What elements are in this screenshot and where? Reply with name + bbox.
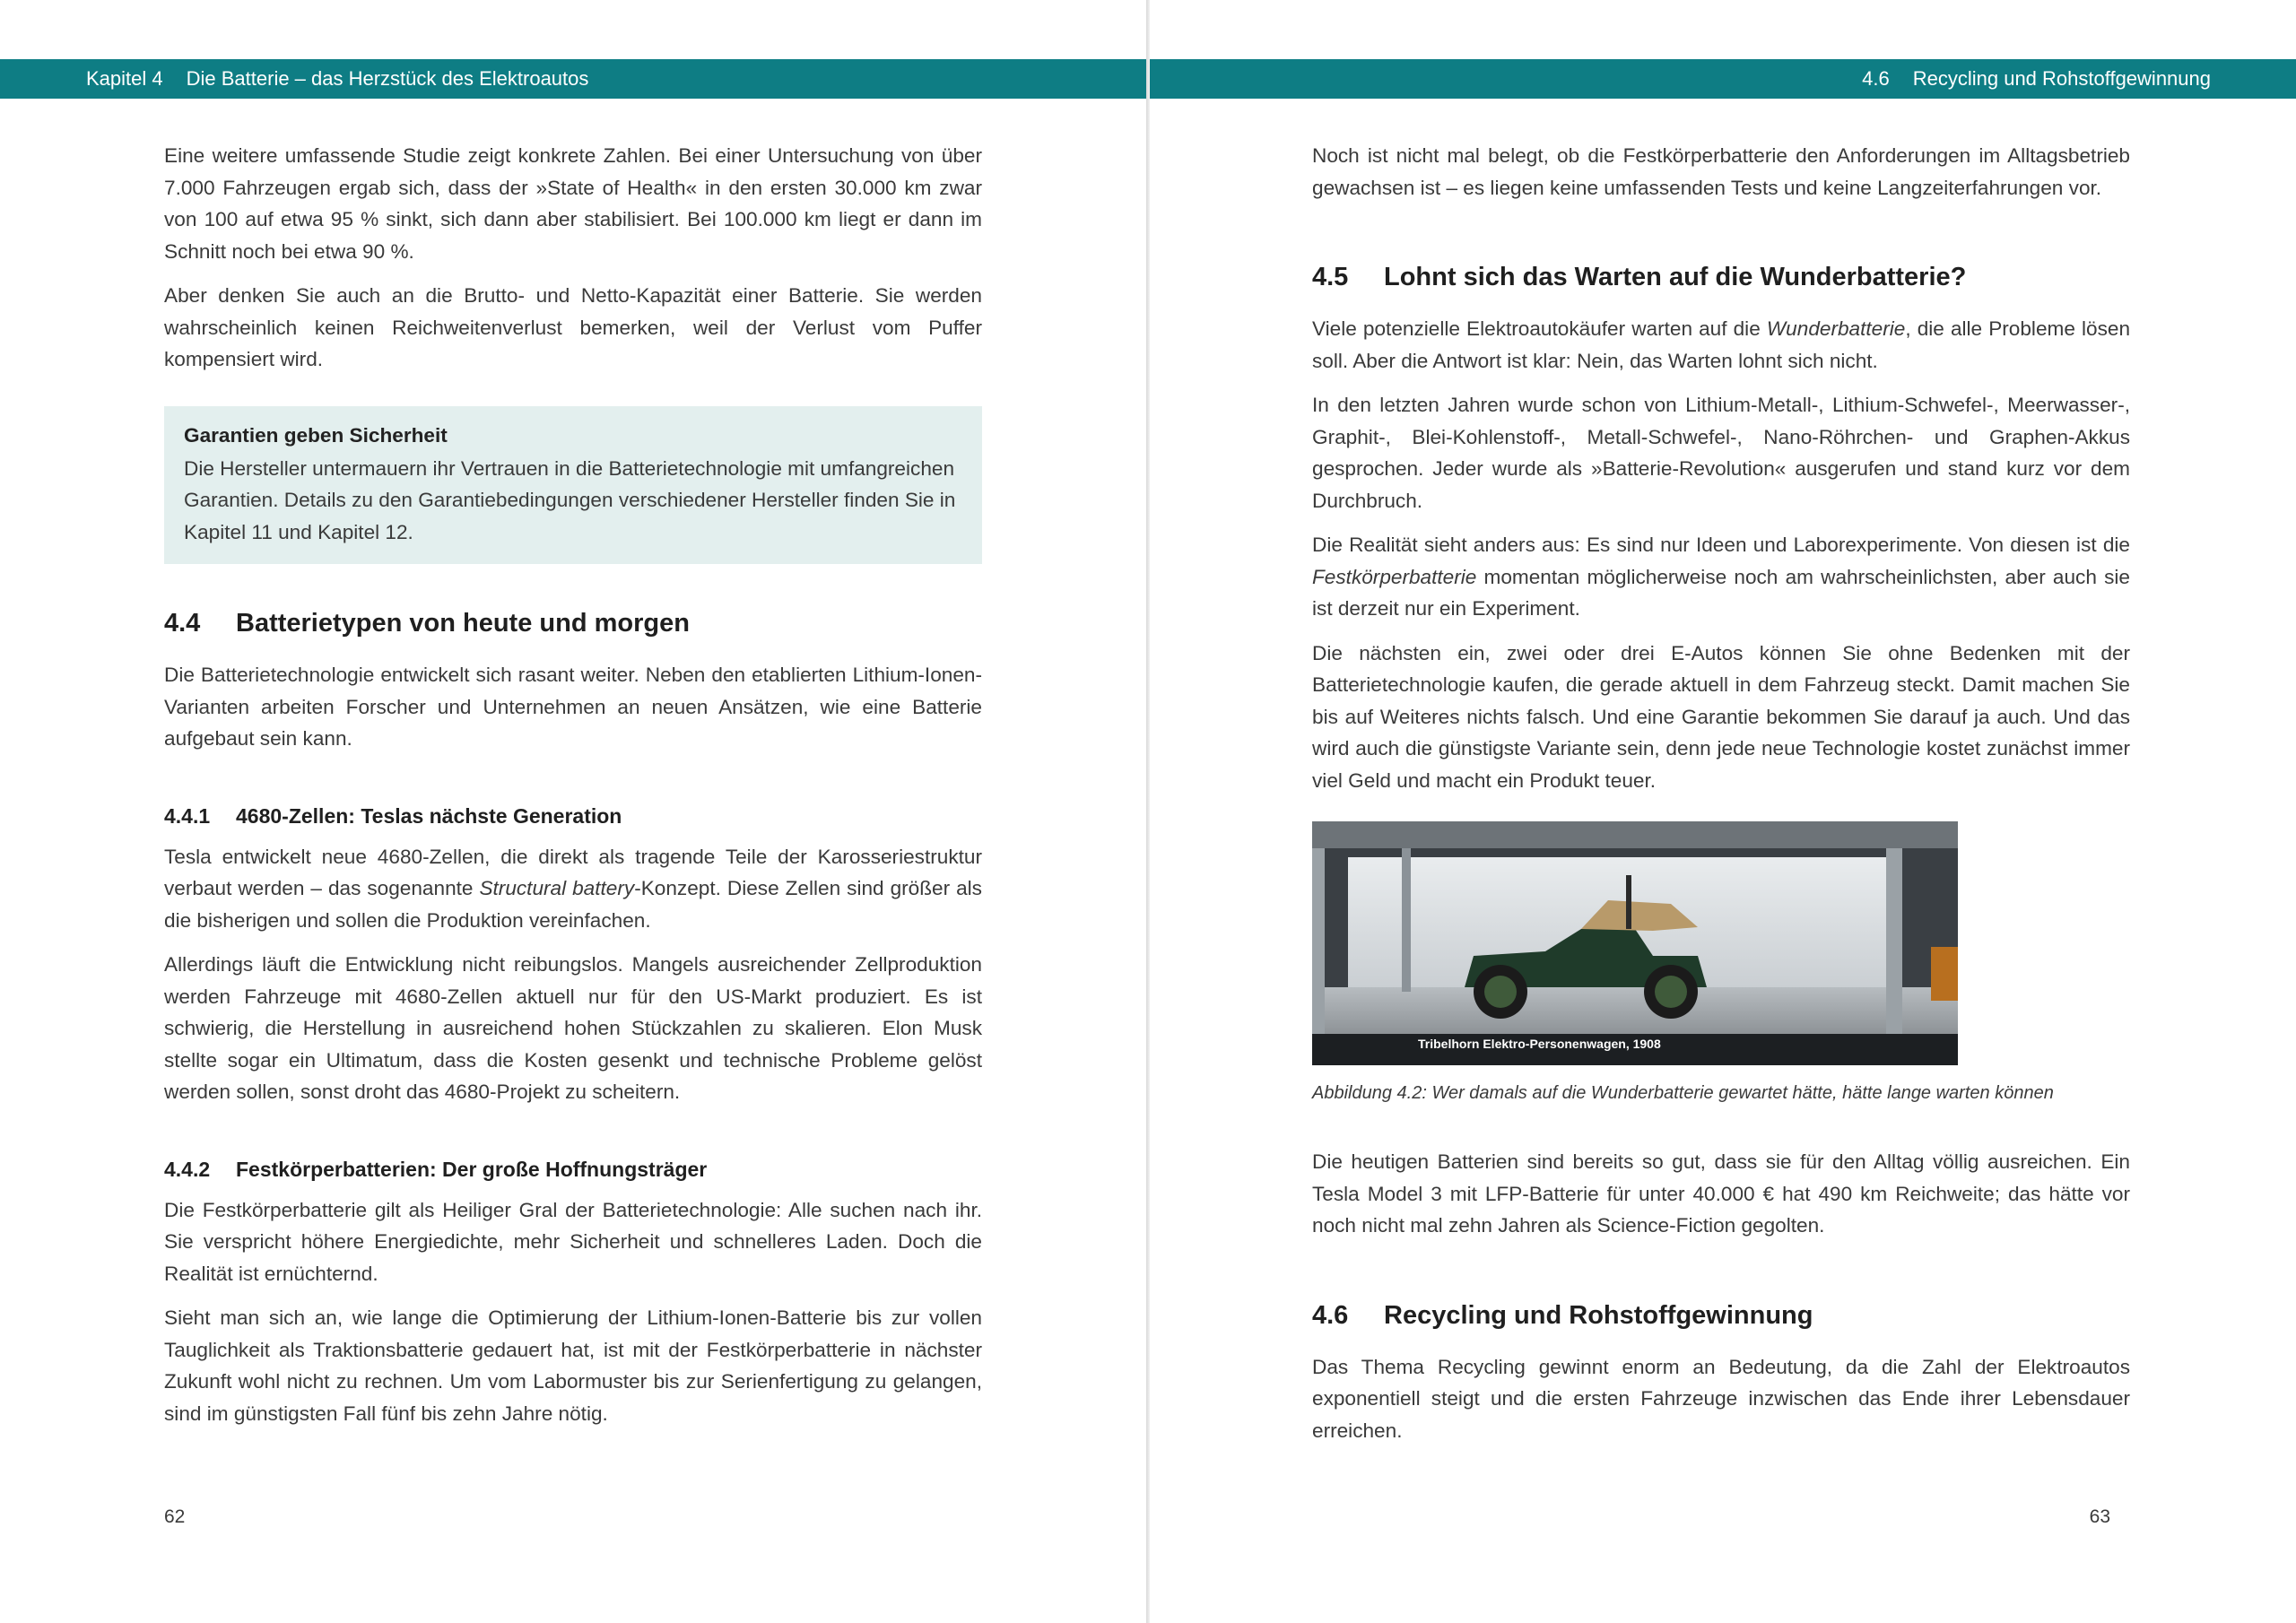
section-heading-4-5 <box>1312 259 2130 295</box>
left-text-column <box>164 140 982 1442</box>
section-title: Lohnt sich das Warten auf die Wunderbatterie? <box>1384 263 1967 291</box>
car-photo-illustration <box>1312 821 1958 1065</box>
paragraph: Die heutigen Batterien sind bereits so gut, dass sie für den Alltag völlig ausreichen. Ein Tesla Model 3 mit LFP-Batterie für unter 40.000 € hat 490 km Reichweite; das hätte vor noch nicht mal zehn Jahren als Science-Fiction gegolten. <box>1312 1150 2130 1237</box>
running-header-right <box>1150 59 2296 99</box>
running-header-left <box>0 59 1146 99</box>
page-number: 63 <box>2089 1506 2110 1527</box>
paragraph: Sieht man sich an, wie lange die Optimierung der Lithium-Ionen-Batterie bis zur vollen Tauglichkeit als Traktionsbatterie gedauert hat, ist mit der Festkörperbatterie in nächster Zukunft wohl nicht zu rechnen. Um vom Labormuster bis zur Serienfertigung zu gelangen, sind im günstigsten Fall fünf bis zehn Jahre nötig. <box>164 1306 982 1425</box>
subsection-number: 4.4.2 <box>164 1157 211 1181</box>
paragraph: Die Festkörperbatterie gilt als Heiliger Gral der Batterietechnologie: Alle suchen nach ihr. Sie verspricht höhere Energiedichte, mehr Sicherheit und schnelleres Laden. Doch die Realität ist ernüchternd. <box>164 1198 982 1285</box>
right-page <box>1150 0 2296 1623</box>
paragraph: Eine weitere umfassende Studie zeigt konkrete Zahlen. Bei einer Untersuchung von über 7.000 Fahrzeugen ergab sich, dass der »State of Health« in den ersten 30.000 km zwar von 100 auf etwa 95 % sinkt, sich dann aber stabilisiert. Bei 100.000 km liegt er dann im Schnitt noch bei etwa 90 %. <box>164 144 982 263</box>
section-heading-4-6 <box>1312 1298 2130 1333</box>
info-box-title: Garantien geben Sicherheit <box>184 423 448 447</box>
section-number: 4.6 <box>1312 1300 1349 1330</box>
paragraph: Die Batterietechnologie entwickelt sich rasant weiter. Neben den etablierten Lithium-Ionen-Varianten arbeiten Forscher und Unternehmen an neuen Ansätzen, wie eine Batterie aufgebaut sein kann. <box>164 664 982 750</box>
info-box-text: Die Hersteller untermauern ihr Vertrauen in die Batterietechnologie mit umfangreichen Garantien. Details zu den Garantiebedingungen verschiedener Hersteller finden Sie in Kapitel 11 und Kapitel 12. <box>184 456 956 543</box>
paragraph: In den letzten Jahren wurde schon von Lithium-Metall-, Lithium-Schwefel-, Meerwasser-, Graphit-, Blei-Kohlenstoff-, Metall-Schwefel-, Nano-Röhrchen- und Graphen-Akkus gesprochen. Jeder wurde als »Batterie-Revolution« ausgerufen und stand kurz vor dem Durchbruch. <box>1312 394 2130 512</box>
figure-photo-old-electric-car <box>1312 821 1958 1065</box>
page-number: 62 <box>164 1506 186 1527</box>
paragraph: Aber denken Sie auch an die Brutto- und Netto-Kapazität einer Batterie. Sie werden wahrscheinlich keinen Reichweitenverlust bemerken, weil der Verlust vom Puffer kompensiert wird. <box>164 284 982 370</box>
figure-caption: Abbildung 4.2: Wer damals auf die Wunderbatterie gewartet hätte, hätte lange warten können <box>1312 1083 2054 1103</box>
paragraph: Allerdings läuft die Entwicklung nicht reibungslos. Mangels ausreichender Zellproduktion werden Fahrzeuge mit 4680-Zellen aktuell nur für den US-Markt produziert. Es ist schwierig, die Herstellung in ausreichend hohen Stückzahlen zu skalieren. Elon Musk stellte sogar ein Ultimatum, dass die Kosten gesenkt und technische Probleme gelöst werden sollen, sonst droht das 4680-Projekt zu scheitern. <box>164 953 982 1103</box>
subsection-heading-4-4-1 <box>164 800 982 832</box>
paragraph: Tesla entwickelt neue 4680-Zellen, die direkt als tragende Teile der Karosseriestruktur verbaut werden – das sogenannte Structural battery-Konzept. Diese Zellen sind größer als die bisherigen und sollen die Produktion vereinfachen. <box>164 845 982 932</box>
paragraph: Viele potenzielle Elektroautokäufer warten auf die Wunderbatterie, die alle Probleme lösen soll. Aber die Antwort ist klar: Nein, das Warten lohnt sich nicht. <box>1312 317 2131 372</box>
section-title: Recycling und Rohstoffgewinnung <box>1384 1300 1813 1330</box>
paragraph: Das Thema Recycling gewinnt enorm an Bedeutung, da die Zahl der Elektroautos exponentiell steigt und die ersten Fahrzeuge inzwischen das Ende ihrer Lebensdauer erreichen. <box>1312 1355 2130 1442</box>
paragraph: Die Realität sieht anders aus: Es sind nur Ideen und Laborexperimente. Von diesen ist die Festkörperbatterie momentan möglicherweise noch am wahrscheinlichsten, aber auch sie ist derzeit nur ein Experiment. <box>1312 534 2130 620</box>
right-text-column <box>1312 140 2130 1459</box>
header-section-title: Recycling und Rohstoffgewinnung <box>1912 67 2211 90</box>
info-box <box>164 406 982 565</box>
section-number: 4.5 <box>1312 263 1349 291</box>
header-chapter: Kapitel 4 <box>86 67 163 90</box>
header-section-number: 4.6 <box>1862 67 1890 90</box>
section-number: 4.4 <box>164 609 201 638</box>
header-chapter-title: Die Batterie – das Herzstück des Elektroautos <box>186 67 589 90</box>
paragraph: Die nächsten ein, zwei oder drei E-Autos können Sie ohne Bedenken mit der Batterietechnologie kaufen, die gerade aktuell in dem Fahrzeug steckt. Damit machen Sie bis auf Weiteres nichts falsch. Und eine Garantie bekommen Sie darauf ja auch. Und das wird auch die günstigste Variante sein, denn jede neue Technologie kostet zunächst immer viel Geld und macht ein Produkt teuer. <box>1312 641 2130 792</box>
subsection-title: 4680-Zellen: Teslas nächste Generation <box>236 803 622 828</box>
subsection-number: 4.4.1 <box>164 803 211 828</box>
left-page <box>0 0 1146 1623</box>
paragraph: Noch ist nicht mal belegt, ob die Festkörperbatterie den Anforderungen im Alltagsbetrieb gewachsen ist – es liegen keine umfassenden Tests und keine Langzeiterfahrungen vor. <box>1312 144 2130 199</box>
section-heading-4-4 <box>164 605 982 641</box>
photo-plaque-text: Tribelhorn Elektro-Personenwagen, 1908 <box>1418 1037 1661 1051</box>
subsection-title: Festkörperbatterien: Der große Hoffnungsträger <box>236 1157 708 1181</box>
section-title: Batterietypen von heute und morgen <box>236 609 690 638</box>
subsection-heading-4-4-2 <box>164 1153 982 1185</box>
